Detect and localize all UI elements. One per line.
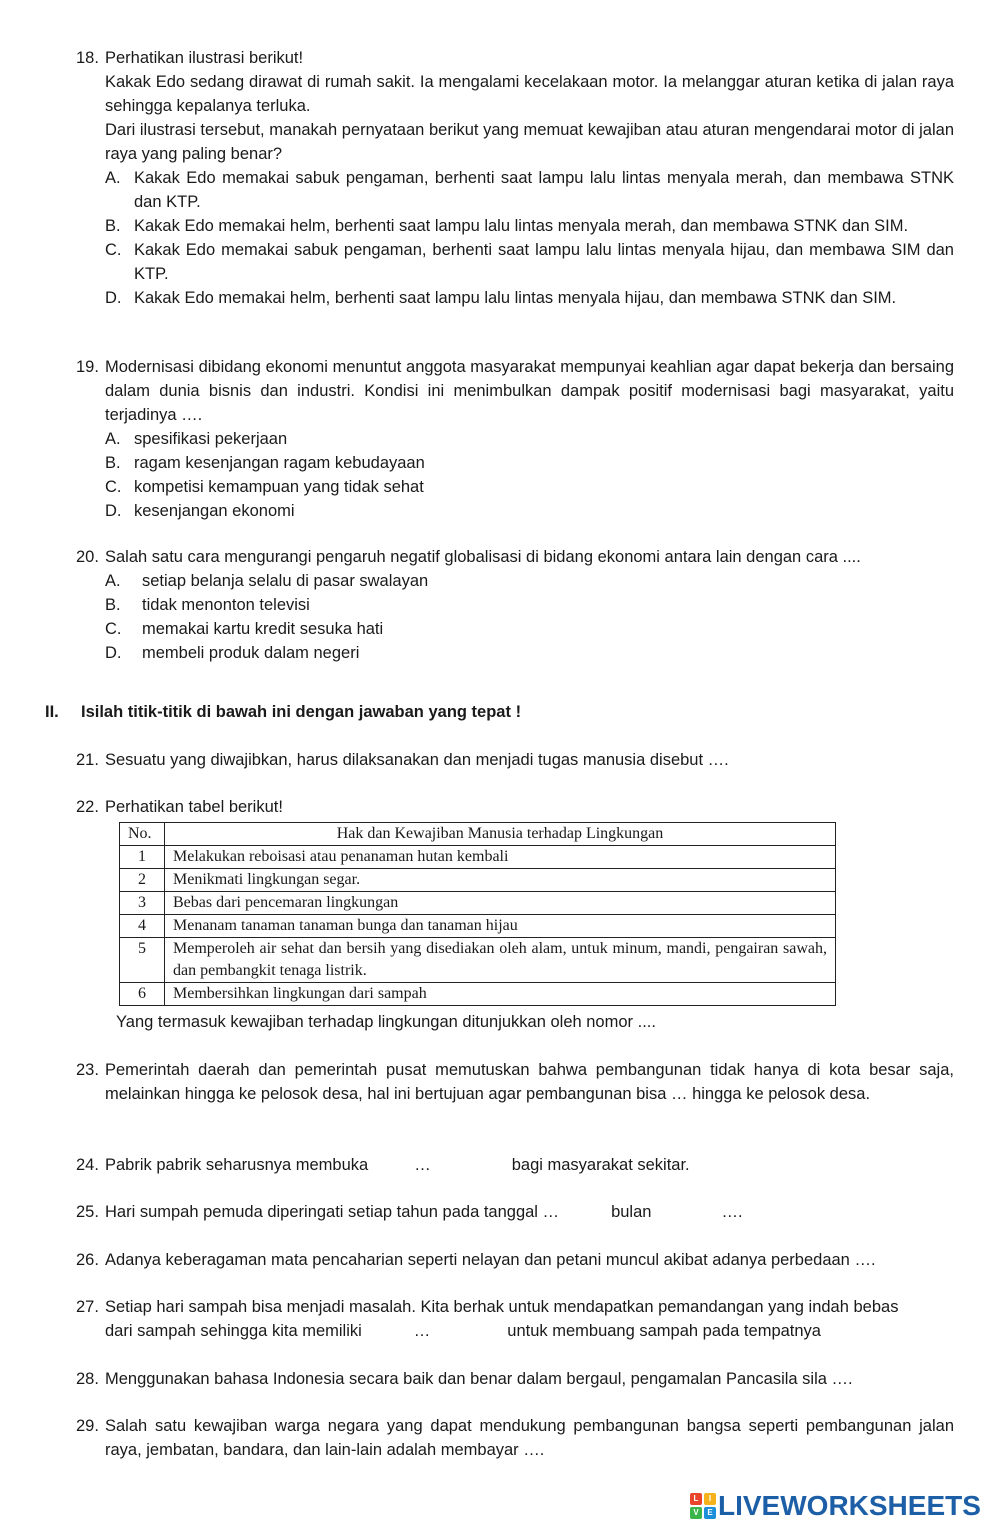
section-heading [45,700,521,724]
question-number: 23. [76,1061,99,1079]
option-letter: C. [105,478,122,496]
option-letter: B. [105,217,121,235]
question-number: 28. [76,1370,99,1388]
option-letter: D. [105,644,122,662]
option-letter: A. [105,169,121,187]
question-27 [76,1295,954,1343]
option-a[interactable] [105,427,954,451]
table-row [120,846,836,869]
question-23 [76,1058,954,1106]
table [119,822,836,1006]
option-d[interactable] [105,499,954,523]
question-part: bulan [611,1203,652,1221]
question-text: Sesuatu yang diwajibkan, harus dilaksanakan dan menjadi tugas manusia disebut …. [105,751,729,769]
question-number: 19. [76,358,99,376]
option-c[interactable] [105,238,954,286]
header-title: Hak dan Kewajiban Manusia terhadap Lingkungan [165,823,836,846]
question-text [105,46,954,166]
options-list [105,166,954,310]
row-number: 3 [120,892,165,915]
question-18 [76,46,954,310]
question-number: 24. [76,1156,99,1174]
question-text [105,1153,954,1177]
question-26 [76,1248,954,1272]
header-no: No. [120,823,165,846]
question-number: 29. [76,1417,99,1435]
rights-duties-table [119,822,836,1006]
row-text: Melakukan reboisasi atau penanaman hutan kembali [165,846,836,869]
question-number: 18. [76,49,99,67]
question-text [105,1200,954,1224]
option-text: Kakak Edo memakai sabuk pengaman, berhenti saat lampu lalu lintas menyala hijau, dan membawa SIM dan KTP. [134,241,954,283]
answer-blank[interactable]: … [413,1322,431,1340]
question-part: Hari sumpah pemuda diperingati setiap tahun pada tanggal … [105,1203,560,1221]
option-letter: B. [105,596,121,614]
question-number: 25. [76,1203,99,1221]
question-line: Setiap hari sampah bisa menjadi masalah. Kita berhak untuk mendapatkan pemandangan yang indah bebas [105,1298,899,1316]
option-text: kesenjangan ekonomi [134,502,295,520]
row-text: Bebas dari pencemaran lingkungan [165,892,836,915]
option-d[interactable] [105,286,954,310]
question-text: Salah satu cara mengurangi pengaruh negatif globalisasi di bidang ekonomi antara lain dengan cara .... [105,548,861,566]
option-text: ragam kesenjangan ragam kebudayaan [134,454,425,472]
question-number: 27. [76,1298,99,1316]
question-line: Perhatikan ilustrasi berikut! [105,49,304,67]
question-19 [76,355,954,523]
question-number: 22. [76,798,99,816]
question-25 [76,1200,954,1224]
question-part: Pabrik pabrik seharusnya membuka [105,1156,369,1174]
question-text [105,1295,954,1343]
option-text: Kakak Edo memakai helm, berhenti saat lampu lalu lintas menyala hijau, dan membawa STNK dan SIM. [134,289,897,307]
row-text: Menanam tanaman tanaman bunga dan tanaman hijau [165,915,836,938]
option-b[interactable] [105,214,954,238]
question-29 [76,1414,954,1462]
question-24 [76,1153,954,1177]
table-header-row [120,823,836,846]
answer-blank[interactable]: … [414,1156,431,1174]
question-number: 20. [76,548,99,566]
option-text: membeli produk dalam negeri [142,644,360,662]
question-number: 21. [76,751,99,769]
question-text: Modernisasi dibidang ekonomi menuntut anggota masyarakat mempunyai keahlian agar dapat bekerja dan bersaing dalam dunia bisnis dan industri. Kondisi ini menimbulkan dampak positif modernisasi bagi masyarakat, yaitu terjadinya …. [105,358,954,424]
row-text: Memperoleh air sehat dan bersih yang disediakan oleh alam, untuk minum, mandi, pengairan sawah, dan pembangkit tenaga listrik. [165,938,836,983]
question-line [105,1319,954,1343]
question-text: Perhatikan tabel berikut! [105,798,283,816]
row-number: 5 [120,938,165,983]
table-row [120,892,836,915]
table-row [120,869,836,892]
question-part: untuk membuang sampah pada tempatnya [507,1322,821,1340]
section-title: Isilah titik-titik di bawah ini dengan jawaban yang tepat ! [81,703,522,721]
section-number: II. [45,703,59,721]
row-number: 4 [120,915,165,938]
question-line: Dari ilustrasi tersebut, manakah pernyataan berikut yang memuat kewajiban atau aturan mengendarai motor di jalan raya yang paling benar? [105,121,954,163]
option-c[interactable] [105,475,954,499]
question-21 [76,748,954,772]
option-text: kompetisi kemampuan yang tidak sehat [134,478,424,496]
option-c[interactable] [105,617,954,641]
question-line: Kakak Edo sedang dirawat di rumah sakit. Ia mengalami kecelakaan motor. Ia melanggar aturan ketika di jalan raya sehingga kepalanya terluka. [105,73,954,115]
options-list [105,427,954,523]
row-text: Menikmati lingkungan segar. [165,869,836,892]
table-question-note: Yang termasuk kewajiban terhadap lingkungan ditunjukkan oleh nomor .... [116,1013,656,1031]
option-text: tidak menonton televisi [142,596,310,614]
option-a[interactable] [105,166,954,214]
question-part: bagi masyarakat sekitar. [511,1156,690,1174]
question-text: Menggunakan bahasa Indonesia secara baik dan benar dalam bergaul, pengamalan Pancasila sila …. [105,1370,853,1388]
option-a[interactable] [105,569,954,593]
options-list [105,569,954,665]
option-text: Kakak Edo memakai sabuk pengaman, berhenti saat lampu lalu lintas menyala merah, dan membawa STNK dan KTP. [134,169,954,211]
option-text: memakai kartu kredit sesuka hati [142,620,384,638]
option-d[interactable] [105,641,954,665]
question-20 [76,545,954,665]
option-letter: D. [105,502,122,520]
option-text: setiap belanja selalu di pasar swalayan [142,572,429,590]
question-28 [76,1367,954,1391]
option-letter: A. [105,572,121,590]
option-letter: C. [105,620,122,638]
option-b[interactable] [105,593,954,617]
table-row [120,983,836,1006]
row-number: 1 [120,846,165,869]
question-text: Adanya keberagaman mata pencaharian seperti nelayan dan petani muncul akibat adanya perbedaan …. [105,1251,876,1269]
question-number: 26. [76,1251,99,1269]
question-22 [76,795,954,819]
question-part: dari sampah sehingga kita memiliki [105,1322,362,1340]
liveworksheets-logo [690,1490,981,1522]
option-letter: D. [105,289,122,307]
question-text: Salah satu kewajiban warga negara yang dapat mendukung pembangunan bangsa seperti pembangunan jalan raya, jembatan, bandara, dan lain-lain adalah membayar …. [105,1417,954,1459]
question-text: Pemerintah daerah dan pemerintah pusat memutuskan bahwa pembangunan tidak hanya di kota besar saja, melainkan hingga ke pelosok desa, hal ini bertujuan agar pembangunan bisa … hingga ke pelosok desa. [105,1061,954,1103]
row-text: Membersihkan lingkungan dari sampah [165,983,836,1006]
table-row [120,938,836,983]
row-number: 2 [120,869,165,892]
option-text: spesifikasi pekerjaan [134,430,288,448]
option-text: Kakak Edo memakai helm, berhenti saat lampu lalu lintas menyala merah, dan membawa STNK dan SIM. [134,217,909,235]
option-letter: B. [105,454,121,472]
option-letter: C. [105,241,122,259]
table-row [120,915,836,938]
answer-blank[interactable]: …. [721,1203,743,1221]
logo-mark-icon: L I V E [690,1493,716,1519]
option-b[interactable] [105,451,954,475]
row-number: 6 [120,983,165,1006]
logo-text: LIVEWORKSHEETS [718,1490,981,1521]
option-letter: A. [105,430,121,448]
